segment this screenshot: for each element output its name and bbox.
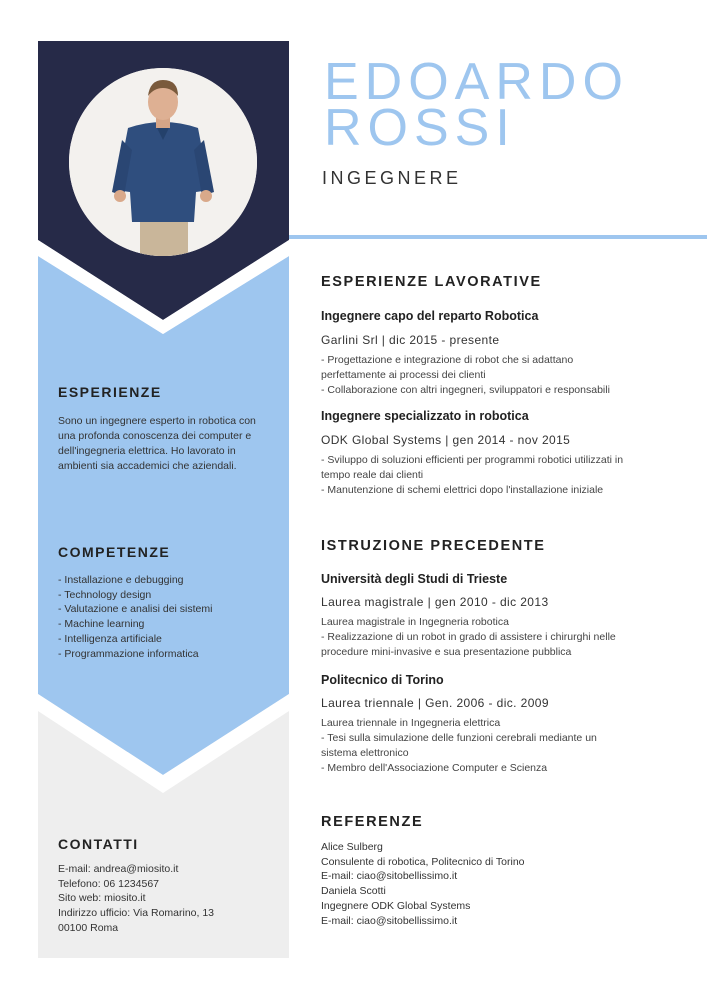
list-item: tempo reale dai clienti	[321, 469, 424, 481]
list-item: - Collaborazione con altri ingegneri, sviluppatori e responsabili	[321, 384, 610, 396]
references-list	[321, 840, 691, 928]
list-item: - Membro dell'Associazione Computer e Scienza	[321, 762, 548, 774]
last-name: ROSSI	[324, 99, 516, 157]
list-item: - Sviluppo di soluzioni efficienti per programmi robotici utilizzati in	[321, 454, 624, 466]
list-item: - Manutenzione di schemi elettrici dopo l'installazione iniziale	[321, 484, 604, 496]
list-item: E-mail: ciao@sitobellissimo.it	[321, 914, 458, 927]
contact-phone: Telefono: 06 1234567	[58, 877, 160, 890]
list-item: Ingegnere ODK Global Systems	[321, 899, 471, 912]
list-item: Daniela Scotti	[321, 885, 386, 898]
list-item: - Valutazione e analisi dei sistemi	[58, 603, 213, 616]
list-item: procedure mini-invasive e sua presentazione pubblica	[321, 646, 572, 658]
list-item: - Technology design	[58, 588, 152, 601]
blue-chevron-panel	[38, 256, 289, 775]
list-item: - Realizzazione di un robot in grado di assistere i chirurghi nelle	[321, 631, 616, 643]
job-title: Ingegnere capo del reparto Robotica	[321, 309, 539, 323]
list-item: Laurea magistrale in Ingegneria robotica	[321, 616, 509, 628]
school-subtitle: Laurea magistrale | gen 2010 - dic 2013	[321, 595, 549, 609]
list-item: - Intelligenza artificiale	[58, 632, 162, 645]
about-text: Sono un ingegnere esperto in robotica con una profonda conoscenza dei computer e dell'ingegneria elettrica. Ho lavorato in ambienti sia accademici che aziendali.	[58, 415, 256, 472]
list-item: Laurea triennale in Ingegneria elettrica	[321, 717, 501, 729]
list-item: Consulente di robotica, Politecnico di Torino	[321, 855, 525, 868]
contact-email: E-mail: andrea@miosito.it	[58, 863, 179, 875]
school-title: Università degli Studi di Trieste	[321, 572, 508, 586]
school-subtitle: Laurea triennale | Gen. 2006 - dic. 2009	[321, 696, 549, 710]
contact-address: Indirizzo ufficio: Via Romarino, 13	[58, 907, 215, 920]
job-title: Ingegnere specializzato in robotica	[321, 409, 529, 423]
school-description	[321, 716, 691, 776]
header-rule	[289, 235, 707, 239]
job-description	[321, 353, 691, 398]
list-item: - Tesi sulla simulazione delle funzioni cerebrali mediante un	[321, 732, 597, 744]
job-subtitle: Garlini Srl | dic 2015 - presente	[321, 333, 500, 347]
list-item: Alice Sulberg	[321, 841, 383, 853]
skills-list	[58, 573, 278, 661]
contacts-heading: CONTATTI	[58, 836, 139, 852]
work-heading: ESPERIENZE LAVORATIVE	[321, 274, 542, 290]
list-item: - Machine learning	[58, 618, 145, 631]
list-item: - Programmazione informatica	[58, 647, 199, 660]
job-subtitle: ODK Global Systems | gen 2014 - nov 2015	[321, 433, 571, 447]
references-heading: REFERENZE	[321, 814, 424, 830]
job-role: INGEGNERE	[322, 168, 462, 188]
list-item: - Progettazione e integrazione di robot che si adattano	[321, 354, 574, 366]
education-heading: ISTRUZIONE PRECEDENTE	[321, 538, 546, 554]
list-item: perfettamente ai processi dei clienti	[321, 369, 486, 381]
job-description	[321, 453, 691, 498]
contacts-list	[58, 862, 278, 936]
contact-city: 00100 Roma	[58, 921, 119, 934]
school-description	[321, 615, 691, 660]
contact-website: Sito web: miosito.it	[58, 892, 146, 905]
list-item: sistema elettronico	[321, 747, 409, 759]
school-title: Politecnico di Torino	[321, 673, 444, 687]
skills-heading: COMPETENZE	[58, 544, 171, 560]
about-heading: ESPERIENZE	[58, 384, 162, 400]
first-name: EDOARDO	[324, 53, 629, 111]
list-item: - Installazione e debugging	[58, 574, 184, 586]
list-item: E-mail: ciao@sitobellissimo.it	[321, 870, 458, 883]
